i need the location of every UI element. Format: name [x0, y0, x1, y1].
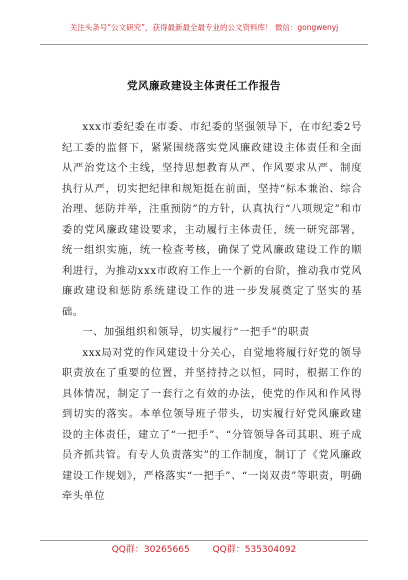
qq-group-2: QQ群：535304092: [212, 545, 297, 555]
document-title: 党风廉政建设主体责任工作报告: [127, 80, 281, 92]
footer: [0, 542, 408, 555]
document-body: [62, 118, 362, 508]
paragraph-section-1: xxx局对党的作风建设十分关心，自觉地将履行好党的领导职责放在了重要的位置，并坚持持之以恒，同时，根据工作的具体情况，制定了一套行之有效的办法，使党的作风和作风得到切实的落实。本单位领导班子带头，切实履行好党风廉政建设的主体责任，建立了“一把手”、“分管领导各司其职、班子成员齐抓共管。有专人负责落实”的工作制度，制订了《党风廉政建设工作规划》，严格落实“一把手”、“一岗双责”等职责，明确牵头单位: [62, 347, 362, 502]
section-heading: 一、加强组织和领导，切实履行“一把手”的职责: [82, 327, 310, 338]
header-divider: [40, 44, 368, 45]
qq-group-1: QQ群：30265665: [111, 545, 190, 555]
footer-divider: [40, 540, 368, 541]
promo-banner: 关注头条号“公文研究”，获得最新最全最专业的公文资料库！ 微信：gongwenyj: [69, 23, 339, 32]
paragraph-intro: xxx市委纪委在市委、市纪委的坚强领导下，在市纪委2号纪工委的监督下，紧紧围绕落实党风廉政建设主体责任和全面从严治党这个主线，坚持思想教育从严、作风要求从严、制度执行从严，切实把纪律和规矩挺在前面，坚持“标本兼治、综合治理、惩防并举，注重预防”的方针，认真执行“八项规定”和市委的党风廉政建设要求，主动履行主体责任，统一研究部署，统一组织实施，统一检查考核，确保了党风廉政建设工作的顺利进行，为推动xxx市政府工作上一个新的台阶，推动我市党风廉政建设和惩防系统建设工作的进一步发展奠定了坚实的基础。: [62, 122, 362, 318]
